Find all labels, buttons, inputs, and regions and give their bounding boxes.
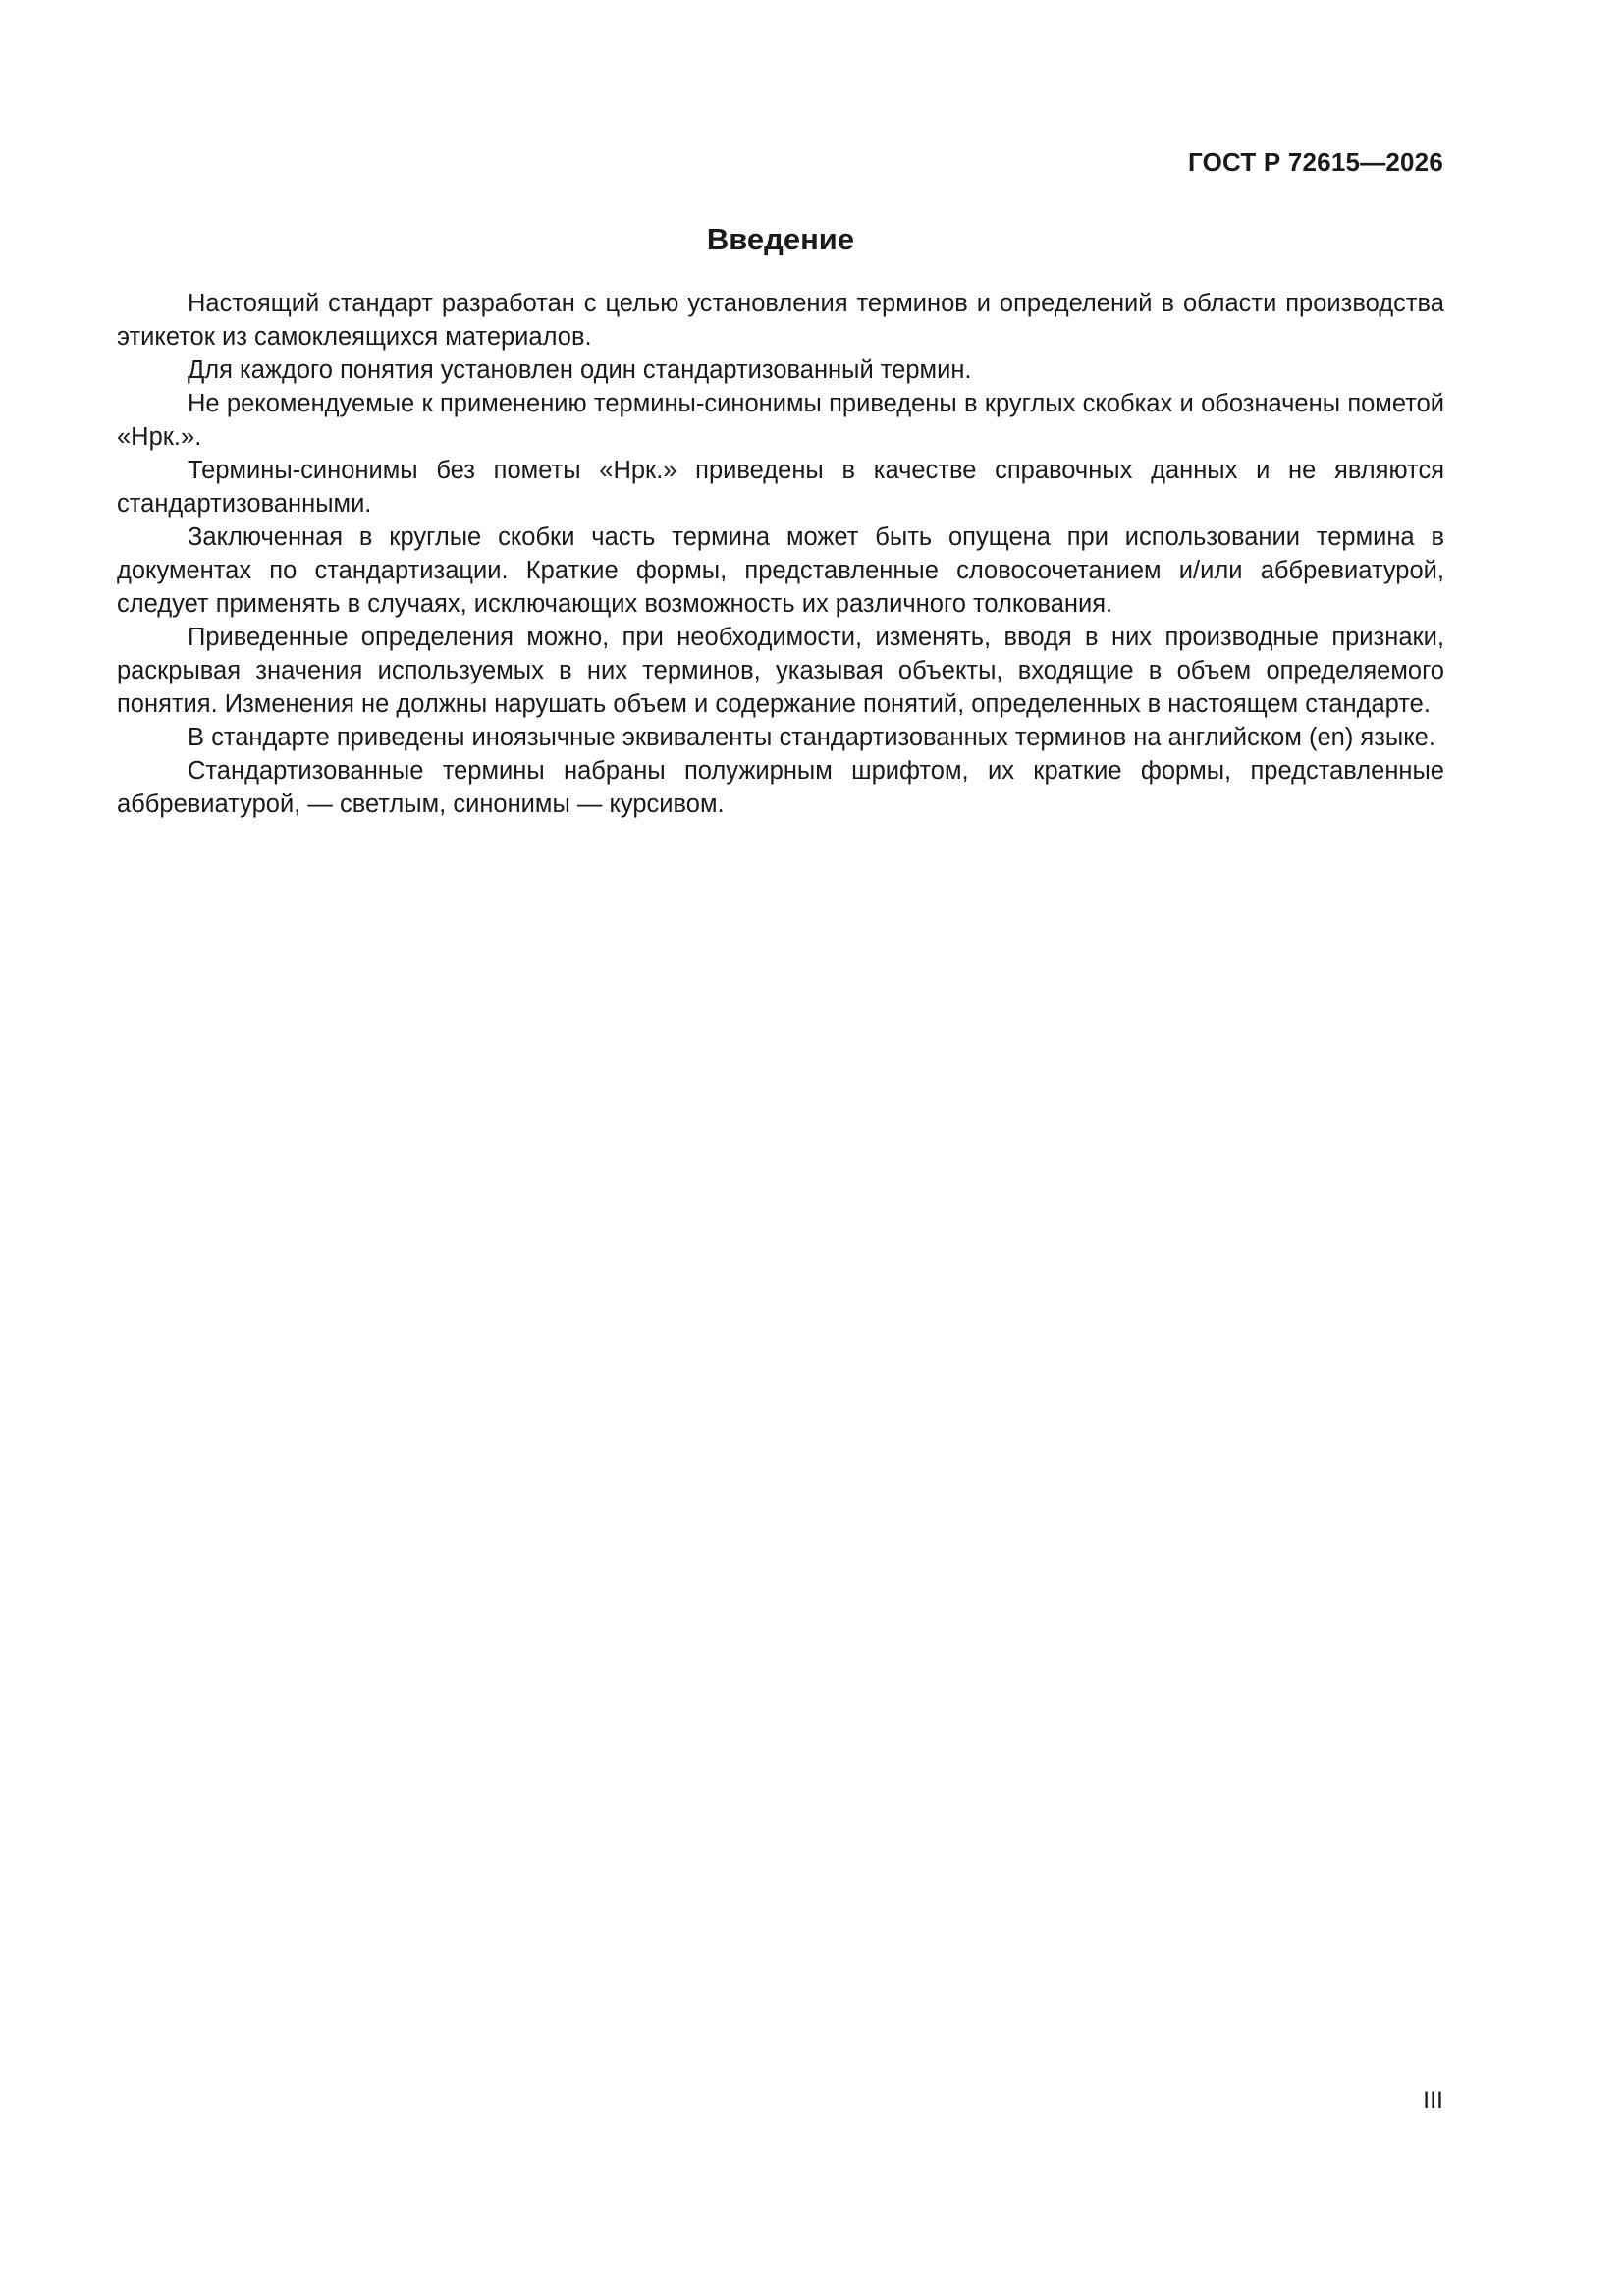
paragraph: Заключенная в круглые скобки часть термина может быть опущена при использовании термина в документах по стандартизации. Краткие формы, представленные словосочетанием и/или аббревиатурой, следует применять в случаях, исключающих возможность их различного толкования. [117,523,1444,618]
paragraph: Приведенные определения можно, при необходимости, изменять, вводя в них производные признаки, раскрывая значения используемых в них терминов, указывая объекты, входящие в объем определяемого понятия. Изменения не должны нарушать объем и содержание понятий, определенных в настоящем стандарте. [117,624,1444,718]
paragraph: Для каждого понятия установлен один стандартизованный термин. [188,356,972,384]
section-body [117,287,1444,821]
paragraph: Настоящий стандарт разработан с целью установления терминов и определений в области производства этикеток из самоклеящихся материалов. [117,290,1444,351]
paragraph: Стандартизованные термины набраны полужирным шрифтом, их краткие формы, представленные аббревиатурой, — светлым, синонимы — курсивом. [117,757,1444,818]
paragraph: Не рекомендуемые к применению термины-синонимы приведены в круглых скобках и обозначены пометой «Нрк.». [117,390,1444,451]
page-number: III [1423,2087,1443,2114]
paragraph: Термины-синонимы без пометы «Нрк.» приведены в качестве справочных данных и не являются стандартизованными. [117,457,1444,518]
paragraph: В стандарте приведены иноязычные эквиваленты стандартизованных терминов на английском (en) языке. [188,724,1435,751]
section-title: Введение [706,222,855,256]
document-code: ГОСТ Р 72615—2026 [1188,147,1443,177]
